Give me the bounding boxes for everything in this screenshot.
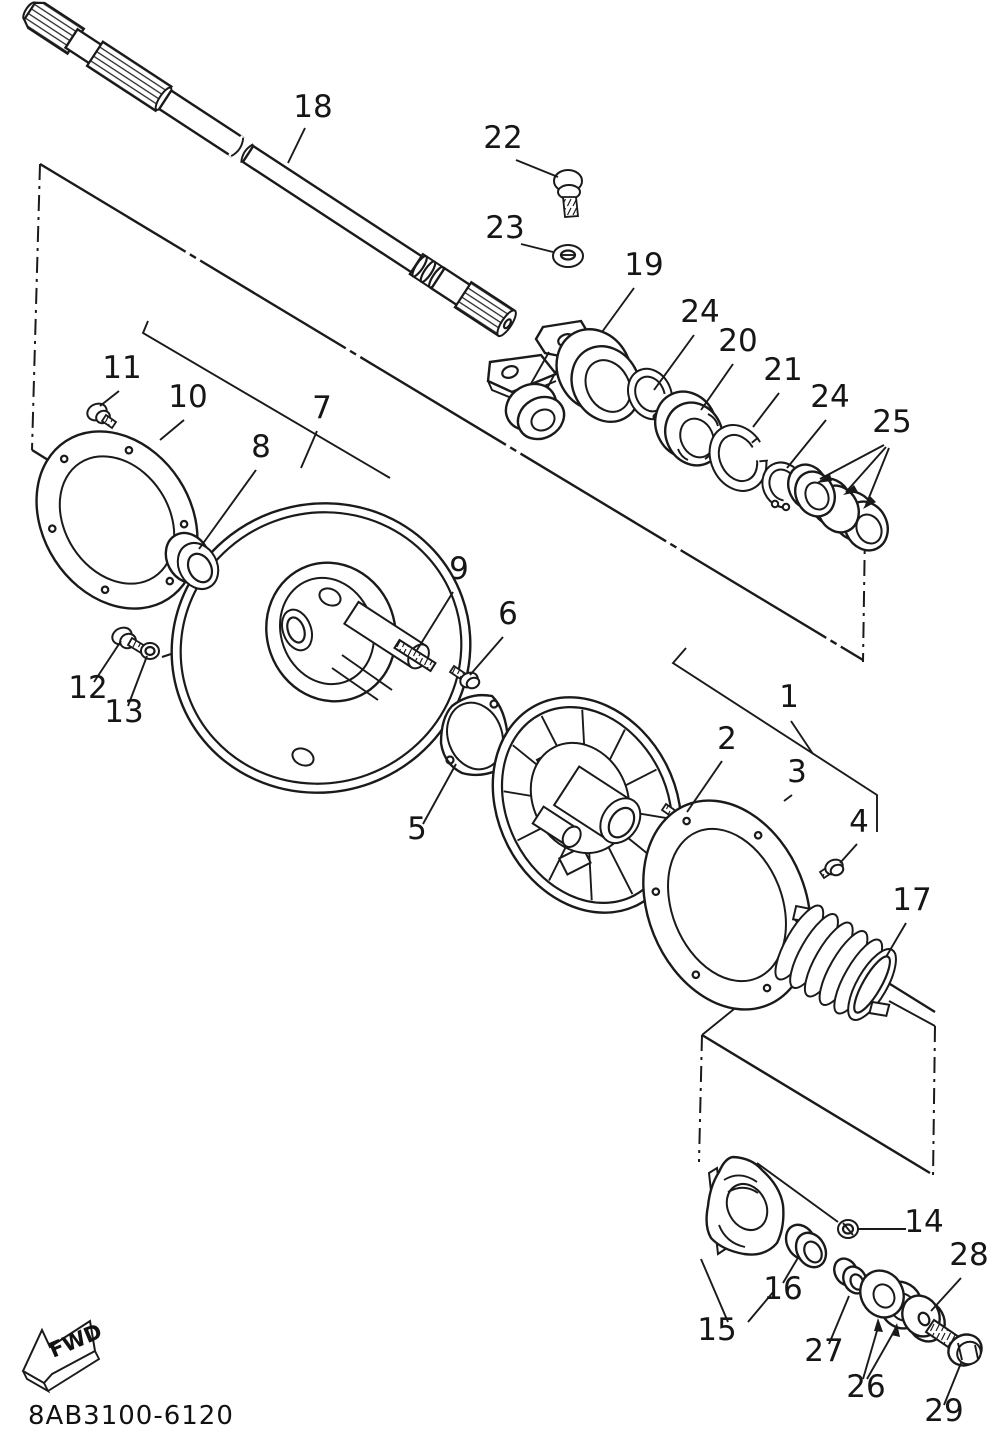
bolt-29 [926,1320,987,1371]
callout-8: 8 [251,429,271,465]
callout-9: 9 [449,551,469,587]
callout-13: 13 [104,694,144,730]
callout-27: 27 [804,1333,844,1369]
callout-6: 6 [498,596,518,632]
callout-20: 20 [718,323,758,359]
cover-15 [707,1157,784,1255]
callout-25: 25 [872,404,912,440]
fwd-label: FWD [45,1319,106,1363]
callout-23: 23 [485,210,525,246]
callout-12: 12 [68,670,108,706]
shaft [18,0,519,338]
nut-13 [141,643,159,659]
callout-29: 29 [924,1393,964,1429]
callout-4: 4 [849,804,869,840]
diagram-code: 8AB3100-6120 [28,1401,234,1431]
nut-23 [553,245,583,267]
screw-4 [820,857,845,878]
callout-5: 5 [407,811,427,847]
nut-14 [838,1220,858,1238]
callout-28: 28 [949,1237,989,1273]
callout-1: 1 [779,679,799,715]
callout-7: 7 [312,390,332,426]
callout-14: 14 [904,1204,944,1240]
callout-3: 3 [787,754,807,790]
callout-15: 15 [697,1312,737,1348]
callout-24: 24 [680,294,720,330]
callout-16: 16 [763,1271,803,1307]
callout-21: 21 [763,352,803,388]
callout-26: 26 [846,1369,886,1405]
callout-17: 17 [892,882,932,918]
callout-22: 22 [483,120,523,156]
callout-24: 24 [810,379,850,415]
callout-11: 11 [102,350,142,386]
bushing-16 [780,1220,832,1273]
callout-19: 19 [624,247,664,283]
callout-10: 10 [168,379,208,415]
callout-18: 18 [293,89,333,125]
bolt-22 [554,170,582,217]
fwd-arrow [23,1319,106,1391]
callout-2: 2 [717,721,737,757]
